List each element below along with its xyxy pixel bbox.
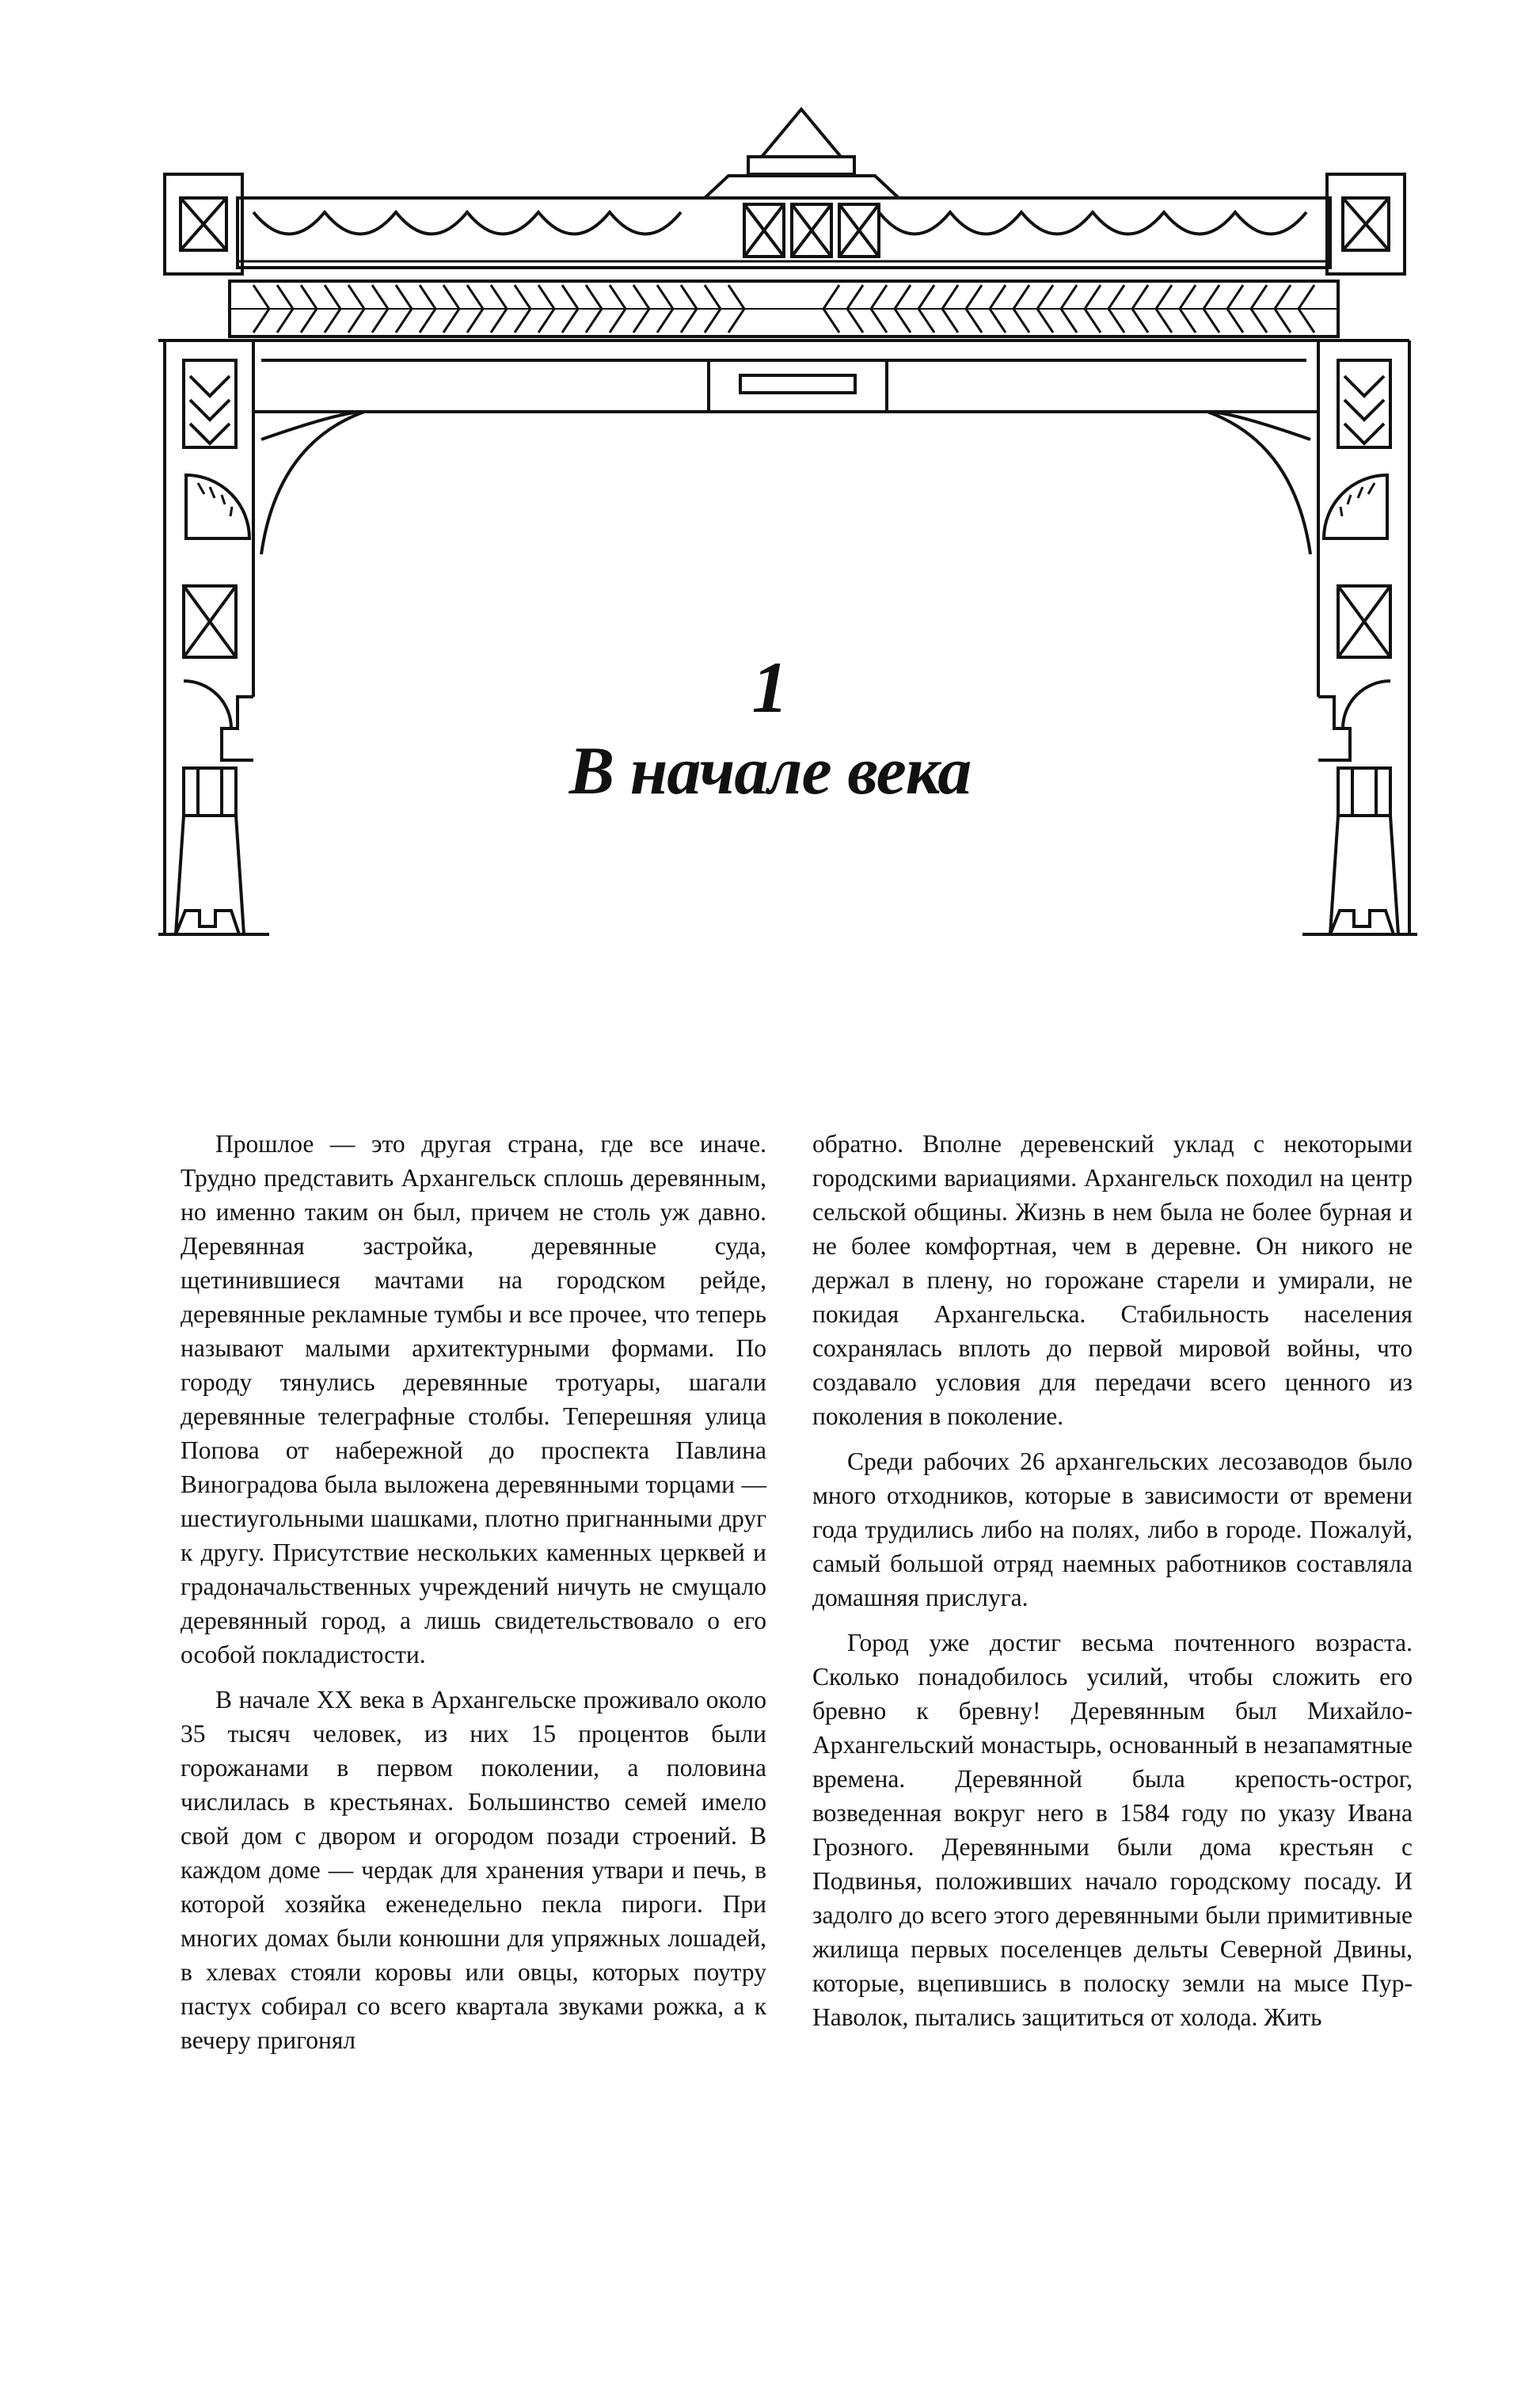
right-pillar [1207, 340, 1417, 934]
corner-crossed-box-left [165, 174, 242, 274]
paragraph: В начале XX века в Архангельске проживало около 35 тысяч человек, из них 15 процентов были горожанами в первом поколении, а половина числилась в крестьянах. Большинство семей имело свой дом с двором и огородом позади строений. В каждом доме — чердак для хранения утвари и печь, в которой хозяйка еженедельно пекла пироги. При многих домах были конюшни для упряжных лошадей, в хлевах стояли коровы или овцы, которых поутру пастух собирал со всего квартала звуками рожка, а к вечеру пригонял [181, 1686, 766, 2054]
carved-portal-ornament [0, 0, 1540, 974]
paragraph: Прошлое — это другая страна, где все иначе. Трудно представить Архангельск сплошь деревянным, но именно таким он был, причем не столь уж давно. Деревянная застройка, деревянные суда, щетинившиеся мачтами на городском рейде, деревянные рекламные тумбы и все прочее, что теперь называют малыми архитектурными формами. По городу тянулись деревянные тротуары, шагали деревянные телеграфные столбы. Теперешняя улица Попова от набережной до проспекта Павлина Виноградова была выложена деревянными торцами — шестиугольными шашками, плотно пригнанными друг к другу. Присутствие нескольких каменных церквей и градоначальственных учреждений ничуть не смущало деревянный город, а лишь свидетельствовало о его особой покладистости. [181, 1130, 766, 1668]
text-column-left [181, 1127, 766, 2068]
left-pillar [158, 340, 364, 934]
scalloped-beam [238, 198, 1330, 268]
lintel-beam [158, 340, 1409, 412]
chapter-number: 1 [751, 647, 789, 728]
chevron-band [230, 281, 1338, 337]
text-column-right [812, 1127, 1413, 2045]
roof-peak-ornament [238, 109, 1330, 198]
paragraph: Среди рабочих 26 архангельских лесозаводов было много отходников, которые в зависимости от времени года трудились либо на полях, либо в городе. Пожалуй, самый большой отряд наемных работников составляла домашняя прислуга. [812, 1447, 1413, 1611]
paragraph: Город уже достиг весьма почтенного возраста. Сколько понадобилось усилий, чтобы сложить его бревно к бревну! Деревянным был Михайло-Архангельский монастырь, основанный в незапамятные времена. Деревянной была крепость-острог, возведенная вокруг него в 1584 году по указу Ивана Грозного. Деревянными были дома крестьян с Подвинья, положивших начало городскому посаду. И задолго до всего этого деревянными были примитивные жилища первых поселенцев дельты Северной Двины, которые, вцепившись в полоску земли на мысе Пур-Наволок, пытались защититься от холода. Жить [812, 1629, 1413, 2031]
corner-crossed-box-right [1327, 174, 1405, 274]
chapter-title: В начале века [568, 732, 972, 808]
paragraph: обратно. Вполне деревенский уклад с некоторыми городскими вариациями. Архангельск походил на центр сельской общины. Жизнь в нем была не более бурная и не более комфортная, чем в деревне. Он никого не держал в плену, но горожане старели и умирали, не покидая Архангельска. Стабильность населения сохранялась вплоть до первой мировой войны, что создавало условия для передачи всего ценного из поколения в поколение. [812, 1130, 1413, 1430]
